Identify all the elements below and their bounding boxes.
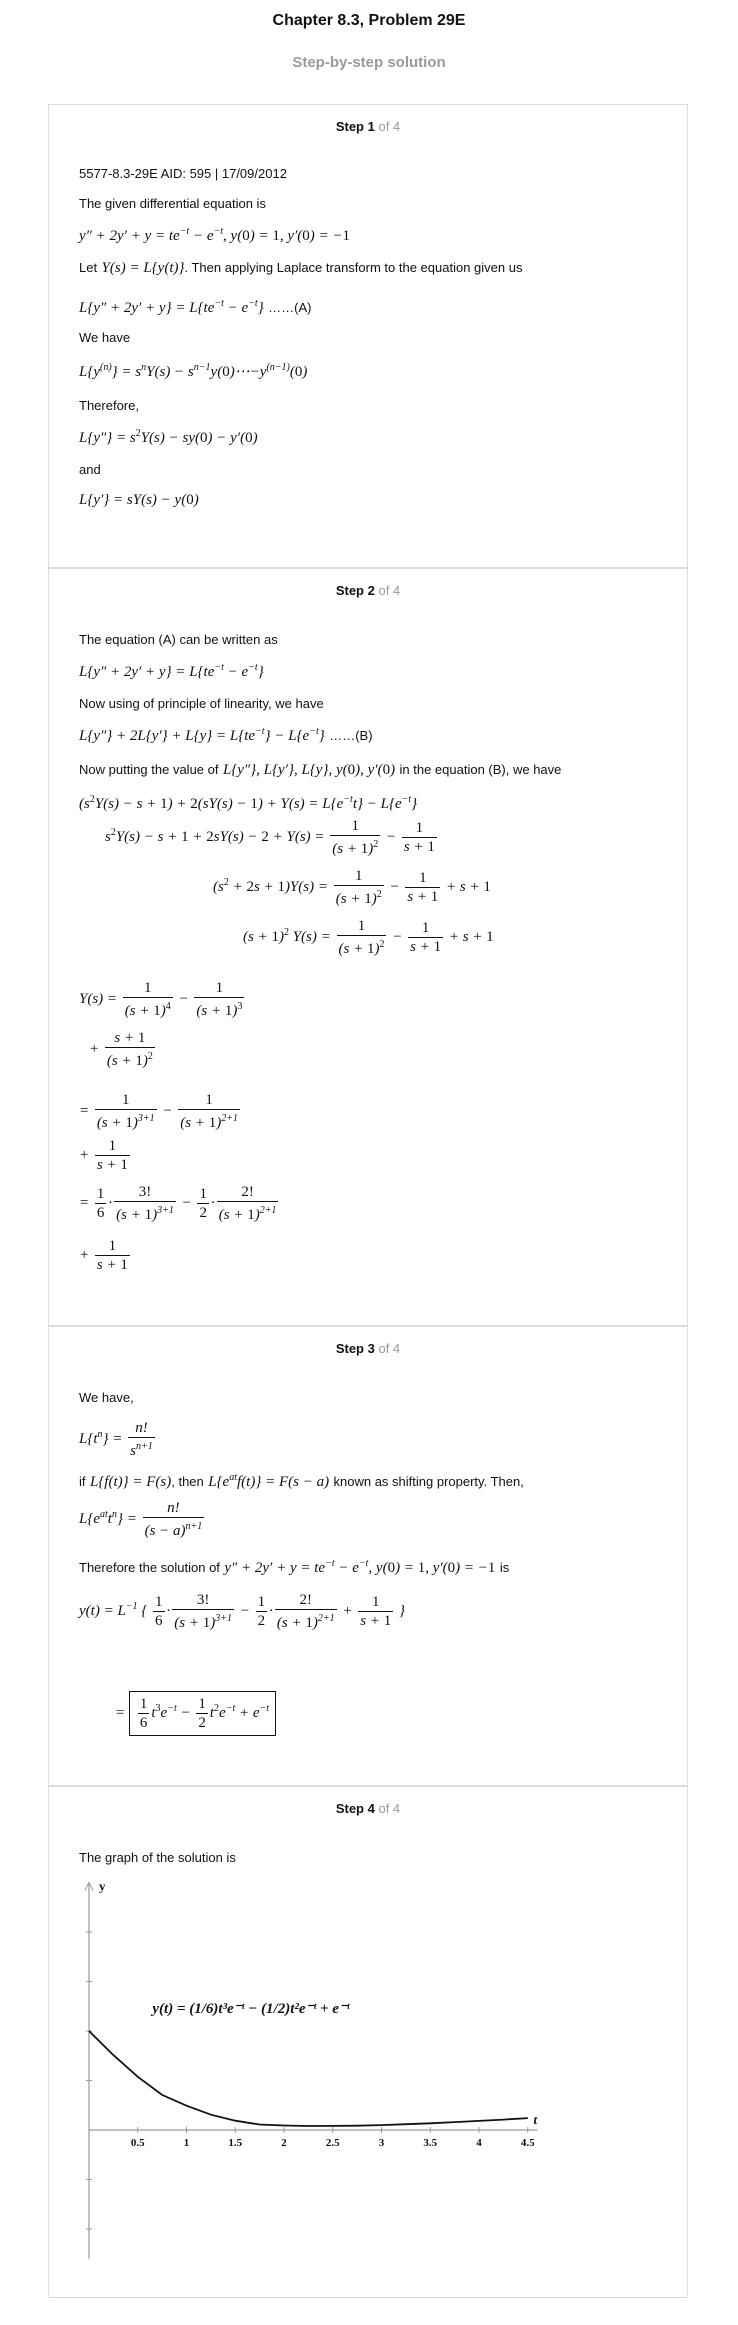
x-tick-label: 3.5 bbox=[423, 2137, 438, 2149]
step-2-equation-ys-4: + $\frac{1}{s + 1}$ bbox=[79, 1138, 128, 1173]
step-2-equation-ys-6: + $\frac{1}{s + 1}$ bbox=[79, 1238, 128, 1273]
x-tick-label: 3 bbox=[378, 2137, 385, 2149]
step-2-equation-ys-3: = $\frac{1}{(s + 1)^{3+1}}$ − $\frac{1}{(s + 1)^{2+1}}$ bbox=[79, 1092, 238, 1131]
step-2-equation-a: $L\{y'' + 2y' + y\} = L\{te^{-t} - e^{-t}\}$ bbox=[79, 662, 264, 680]
step-1-equation-derivative: $L\{y^{(n)}\} = s^nY(s)$ − $s^{n-1}y(0)\cdots-y^{(n-1)}(0)$ bbox=[79, 362, 308, 380]
step-1-text-4: Therefore, bbox=[79, 398, 139, 413]
page-subtitle: Step-by-step solution bbox=[292, 54, 446, 71]
step-4-text-1: The graph of the solution is bbox=[79, 1850, 236, 1865]
step-2-equation-ys: Y(s) = $\frac{1}{(s + 1)^4}$ − $\frac{1}{(s + 1)^3}$ bbox=[79, 980, 243, 1019]
step-4-panel bbox=[48, 1786, 688, 2298]
curve-label: y(t) = (1/6)t³e⁻ᵗ − (1/2)t²e⁻ᵗ + e⁻ᵗ bbox=[152, 2001, 350, 2018]
step-1-text-1: The given differential equation is bbox=[79, 196, 266, 211]
x-tick-label: 2 bbox=[281, 2137, 287, 2149]
step-3-equation-result: = $\frac{1}{6}$ $t^3e^{-t}$ − $\frac{1}{2}$ $t^2e^{-t} + e^{-t}$ bbox=[115, 1691, 276, 1736]
step-1-equation-a: $L\{y'' + 2y' + y\} = L\{te^{-t} - e^{-t}\}$ ……(A) bbox=[79, 298, 312, 316]
step-1-label: Step 1 bbox=[335, 119, 375, 134]
step-1-meta: 5577-8.3-29E AID: 595 | 17/09/2012 bbox=[79, 166, 287, 181]
step-2-equation-b: $L\{y''\} + 2L\{y'\} + L\{y\} = L\{te^{-t}\} - L\{e^{-t}\}$ ……(B) bbox=[79, 726, 373, 744]
step-1-count: of 4 bbox=[378, 119, 401, 134]
step-3-text-1: We have, bbox=[79, 1390, 134, 1405]
step-1-equation-second: $L\{y''\} = s^2Y(s) - sy(0) - y'(0)$ bbox=[79, 428, 258, 446]
step-1-panel bbox=[48, 104, 688, 568]
step-3-equation-inverse: $y(t) = L^{-1}$ { $\frac{1}{6}$ · $\frac{3!}{(s + 1)^{3+1}}$ − $\frac{1}{2}$ · $\frac{2!}{(s + 1)^{2+1}}$ + $\frac{1}{s + 1}$ } bbox=[79, 1592, 405, 1631]
step-2-equation-line-2: $s^2Y(s) - s + 1 + 2sY(s) - 2 + Y(s)$ = $\frac{1}{(s + 1)^2}$ − $\frac{1}{s + 1}$ bbox=[105, 818, 435, 857]
step-3-text-3: Therefore the solution of $y'' + 2y' + y = te^{-t} - e^{-t}$, y(0) = 1, y′(0) = −1 is bbox=[79, 1558, 510, 1576]
step-3-equation-shift: $L\{e^{at}t^n\}$ = $\frac{n!}{(s - a)^{n+1}}$ bbox=[79, 1500, 203, 1539]
step-3-header bbox=[49, 1341, 687, 1356]
step-3-panel bbox=[48, 1326, 688, 1786]
step-3-equation-power: $L\{t^n\}$ = $\frac{n!}{s^{n+1}}$ bbox=[79, 1420, 153, 1459]
step-1-equation-first: L{y′} = sY(s) − y(0) bbox=[79, 492, 199, 508]
step-3-text-2: if L{f(t)} = F(s), then $L\{e^{at}f(t)\} = F(s - a)$ known as shifting property. Then, bbox=[79, 1472, 524, 1490]
step-1-header bbox=[49, 119, 687, 134]
page-title: Chapter 8.3, Problem 29E bbox=[272, 12, 466, 29]
step-2-equation-ys-5: = $\frac{1}{6}$ · $\frac{3!}{(s + 1)^{3+1}}$ − $\frac{1}{2}$ · $\frac{2!}{(s + 1)^{2+1}}$ bbox=[79, 1184, 277, 1223]
step-4-count: of 4 bbox=[378, 1801, 401, 1816]
step-2-equation-ys-2: + $\frac{s + 1}{(s + 1)^2}$ bbox=[89, 1030, 153, 1069]
solution-curve bbox=[89, 2031, 528, 2126]
step-1-text-5: and bbox=[79, 462, 101, 477]
step-3-label: Step 3 bbox=[335, 1341, 375, 1356]
solution-graph bbox=[49, 1875, 687, 2275]
step-2-text-1: The equation (A) can be written as bbox=[79, 632, 278, 647]
x-tick-label: 4.5 bbox=[520, 2137, 535, 2149]
step-1-text-3: We have bbox=[79, 330, 131, 345]
step-2-label: Step 2 bbox=[335, 583, 375, 598]
step-4-header bbox=[49, 1801, 687, 1816]
step-4-label: Step 4 bbox=[335, 1801, 375, 1816]
x-tick-label: 1 bbox=[183, 2137, 190, 2149]
step-1-equation-ode: $y'' + 2y' + y = te^{-t} - e^{-t}$, y(0) = 1, y′(0) = −1 bbox=[79, 226, 351, 244]
step-2-count: of 4 bbox=[378, 583, 401, 598]
x-tick-label: 1.5 bbox=[228, 2137, 243, 2149]
step-3-count: of 4 bbox=[378, 1341, 401, 1356]
x-tick-label: 4 bbox=[476, 2137, 482, 2149]
step-2-panel bbox=[48, 568, 688, 1326]
final-answer-box: $\frac{1}{6}$ $t^3e^{-t}$ − $\frac{1}{2}$ $t^2e^{-t} + e^{-t}$ bbox=[129, 1691, 276, 1736]
step-2-equation-line-4: $(s + 1)^2$ Y(s) = $\frac{1}{(s + 1)^2}$ − $\frac{1}{s + 1}$ + s + 1 bbox=[243, 918, 494, 957]
step-2-text-2: Now using of principle of linearity, we have bbox=[79, 696, 324, 711]
x-axis-label: t bbox=[533, 2112, 538, 2127]
step-2-header bbox=[49, 583, 687, 598]
step-2-text-3: Now putting the value of L{y″}, L{y′}, L{y}, y(0), y′(0) in the equation (B), we have bbox=[79, 762, 562, 778]
x-tick-label: 2.5 bbox=[325, 2137, 340, 2149]
y-axis-label: y bbox=[99, 1878, 106, 1894]
x-tick-label: 0.5 bbox=[130, 2137, 145, 2149]
step-2-equation-subst: $(s^2Y(s) - s + 1) + 2(sY(s) - 1) + Y(s) = L\{e^{-t}t\} - L\{e^{-t}\}$ bbox=[79, 794, 418, 812]
step-2-equation-line-3: $(s^2 + 2s + 1)Y(s)$ = $\frac{1}{(s + 1)^2}$ − $\frac{1}{s + 1}$ + s + 1 bbox=[213, 868, 491, 907]
step-1-text-2: Let Y(s) = L{y(t)}. Then applying Laplace transform to the equation given us bbox=[79, 260, 523, 276]
